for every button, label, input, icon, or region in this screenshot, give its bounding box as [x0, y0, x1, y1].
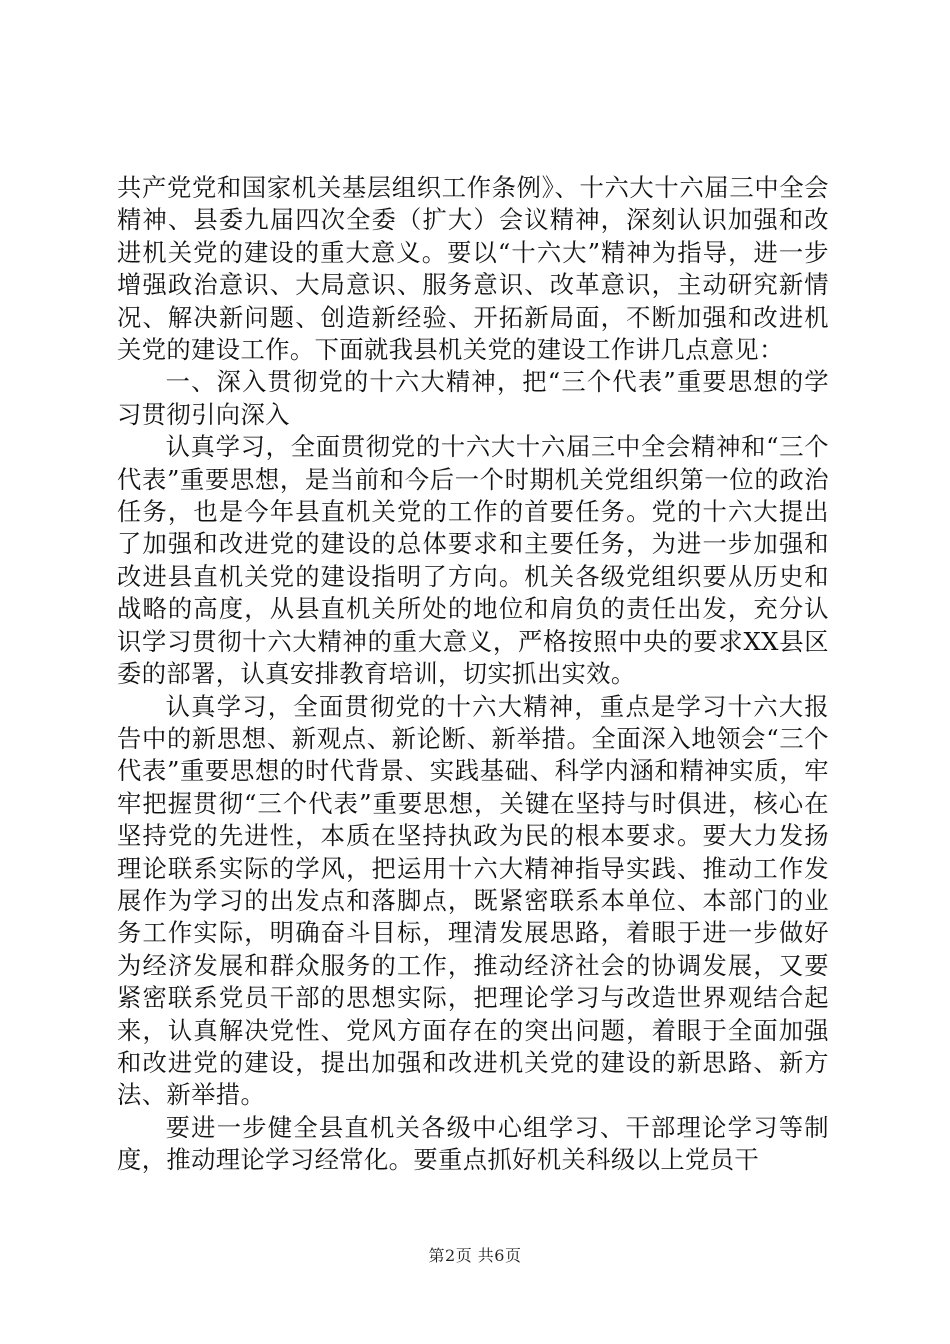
- section-heading-1: 一、深入贯彻党的十六大精神，把“三个代表”重要思想的学习贯彻引向深入: [117, 367, 829, 429]
- paragraph-1: 共产党党和国家机关基层组织工作条例》、十六大十六届三中全会精神、县委九届四次全委（扩大）会议精神，深刻认识加强和改进机关党的建设的重大意义。要以“十六大”精神为指导，进一步增强政治意识、大局意识、服务意识、改革意识，主动研究新情况、解决新问题、创造新经验、开拓新局面，不断加强和改进机关党的建设工作。下面就我县机关党的建设工作讲几点意见：: [117, 173, 829, 365]
- paragraph-2: 认真学习，全面贯彻党的十六大十六届三中全会精神和“三个代表”重要思想，是当前和今后一个时期机关党组织第一位的政治任务，也是今年县直机关党的工作的首要任务。党的十六大提出了加强和改进党的建设的总体要求和主要任务，为进一步加强和改进县直机关党的建设指明了方向。机关各级党组织要从历史和战略的高度，从县直机关所处的地位和肩负的责任出发，充分认识学习贯彻十六大精神的重大意义，严格按照中央的要求XX县区委的部署，认真安排教育培训，切实抓出实效。: [117, 432, 829, 689]
- document-body: [117, 172, 829, 1177]
- paragraph-4: 要进一步健全县直机关各级中心组学习、干部理论学习等制度，推动理论学习经常化。要重点抓好机关科级以上党员干: [117, 1112, 829, 1175]
- paragraph-3: 认真学习，全面贯彻党的十六大精神，重点是学习十六大报告中的新思想、新观点、新论断、新举措。全面深入地领会“三个代表”重要思想的时代背景、实践基础、科学内涵和精神实质，牢牢把握贯彻“三个代表”重要思想，关键在坚持与时俱进，核心在坚持党的先进性，本质在坚持执政为民的根本要求。要大力发扬理论联系实际的学风，把运用十六大精神指导实践、推动工作发展作为学习的出发点和落脚点，既紧密联系本单位、本部门的业务工作实际，明确奋斗目标，理清发展思路，着眼于进一步做好为经济发展和群众服务的工作，推动经济社会的协调发展，又要紧密联系党员干部的思想实际，把理论学习与改造世界观结合起来，认真解决党性、党风方面存在的突出问题，着眼于全面加强和改进党的建设，提出加强和改进机关党的建设的新思路、新方法、新举措。: [117, 691, 829, 1110]
- page-number-footer: 第2页 共6页: [428, 1246, 522, 1265]
